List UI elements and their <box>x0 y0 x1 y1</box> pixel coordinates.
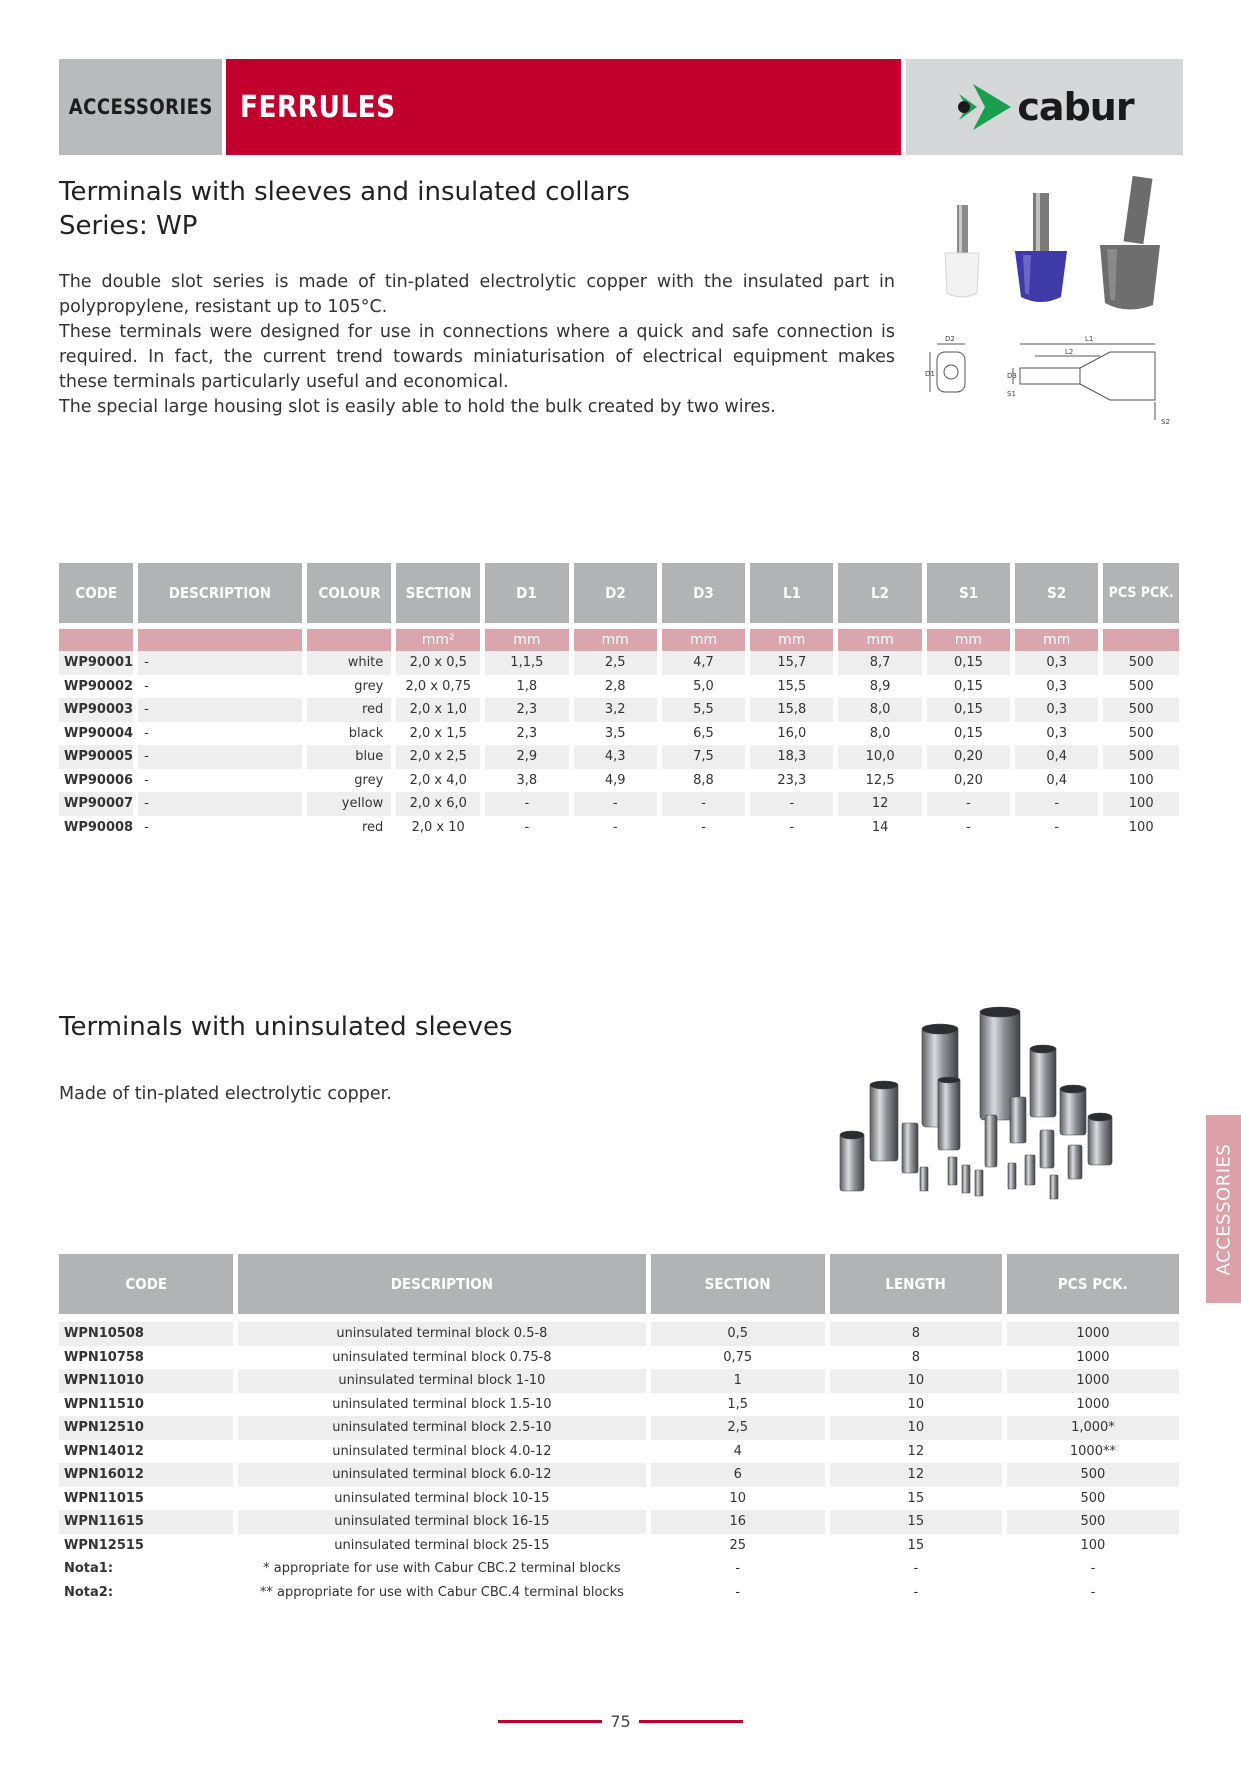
table-cell: 3,5 <box>604 725 626 741</box>
table-row <box>59 698 1179 722</box>
product-code: WP90006 <box>64 772 134 788</box>
table-cell: 4,9 <box>604 772 626 788</box>
table-header-row <box>59 563 1179 623</box>
table-cell: 0,3 <box>1015 651 1098 675</box>
col-header: D1 <box>485 563 568 623</box>
table-cell: uninsulated terminal block 10-15 <box>334 1490 550 1506</box>
product-code: WPN11015 <box>64 1490 144 1506</box>
product-code: WPN12515 <box>64 1537 144 1553</box>
product-code: WPN11615 <box>59 1510 233 1534</box>
table-row <box>59 1463 1179 1487</box>
table-row <box>59 1557 1179 1581</box>
table-cell: 10 <box>830 1416 1002 1440</box>
col-header: CODE <box>59 1254 233 1314</box>
table-cell: 0,3 <box>1046 678 1068 694</box>
label-d1: D1 <box>925 370 935 378</box>
table-cell: 5,5 <box>662 698 745 722</box>
col-header: SECTION <box>396 563 480 623</box>
table-cell: 8 <box>830 1322 1002 1346</box>
product-code: Nota1: <box>64 1561 114 1577</box>
table-row <box>59 1440 1179 1464</box>
table-cell: red <box>307 698 391 722</box>
table-cell: 0,15 <box>953 678 983 694</box>
table-cell: uninsulated terminal block 1.5-10 <box>332 1396 552 1412</box>
table-cell: 0,4 <box>1046 772 1068 788</box>
table-cell: - <box>1090 1561 1096 1577</box>
table-cell: 15 <box>830 1510 1002 1534</box>
table-cell: 2,0 x 6,0 <box>396 792 480 816</box>
table-cell: - <box>138 651 302 675</box>
uninsulated-sleeves-table <box>54 1254 1184 1604</box>
unit-cell: mm <box>1015 629 1098 651</box>
table-cell: 10 <box>729 1490 746 1506</box>
table-cell: 500 <box>1128 678 1154 694</box>
table-cell: 0,15 <box>953 725 983 741</box>
table-cell: 2,0 x 1,5 <box>409 725 467 741</box>
table-cell: 100 <box>1103 792 1179 816</box>
table-cell: 2,0 x 0,5 <box>396 651 480 675</box>
description-paragraph: The double slot series is made of tin-plated electrolytic copper with the insulated part in polypropylene, resistant up to 105°C. <box>59 272 895 317</box>
ferrule-photo <box>915 175 1185 325</box>
table-cell: 2,0 x 4,0 <box>409 772 467 788</box>
table-cell: 7,5 <box>662 745 745 769</box>
table-cell: 1000 <box>1007 1369 1179 1393</box>
blue-ferrule-image <box>1015 193 1067 302</box>
header-title <box>226 59 901 155</box>
unit-cell: mm <box>838 629 921 651</box>
table-cell: 2,0 x 0,75 <box>405 678 472 694</box>
side-tab-accessories <box>1206 1115 1241 1303</box>
table-row <box>59 1322 1179 1346</box>
table-cell: grey <box>354 772 384 788</box>
table-cell: 15,5 <box>777 678 807 694</box>
table-cell: 6,5 <box>693 725 714 741</box>
table-cell: 1000** <box>1069 1443 1116 1459</box>
table-cell: 500 <box>1103 698 1179 722</box>
unit-cell: mm <box>750 629 833 651</box>
table-cell: 0,20 <box>927 745 1010 769</box>
table-row <box>59 1581 1179 1605</box>
table-cell: - <box>789 819 795 835</box>
table-cell: 0,3 <box>1015 698 1098 722</box>
table-cell: - <box>138 792 302 816</box>
table-cell: 16,0 <box>777 725 807 741</box>
description-paragraph: These terminals were designed for use in connections where a quick and safe connection is required. In fact, the current trend towards miniaturisation of electrical equipment makes these terminals particularly useful and economical. <box>59 322 895 392</box>
table-cell: 2,0 x 10 <box>411 819 465 835</box>
table-cell: 500 <box>1128 725 1154 741</box>
table-cell: 8,8 <box>693 772 714 788</box>
table-cell: 2,9 <box>485 745 568 769</box>
table-cell: - <box>913 1584 919 1600</box>
product-code: WPN14012 <box>64 1443 144 1459</box>
table-cell: 1 <box>651 1369 825 1393</box>
table-cell: 23,3 <box>777 772 807 788</box>
table-cell: 2,3 <box>485 698 568 722</box>
table-cell: 0,75 <box>723 1349 753 1365</box>
uninsulated-ferrules-photo <box>820 1005 1140 1215</box>
wp-series-table <box>54 563 1184 839</box>
table-cell: - <box>735 1561 741 1577</box>
table-cell: 1,1,5 <box>485 651 568 675</box>
table-cell: - <box>144 772 149 788</box>
table-cell: 1,000* <box>1007 1416 1179 1440</box>
product-code: Nota2: <box>64 1584 114 1600</box>
table-cell: black <box>348 725 384 741</box>
table-cell: ** appropriate for use with Cabur CBC.4 terminal blocks <box>259 1584 624 1600</box>
product-code: WP90001 <box>59 651 133 675</box>
table-cell: uninsulated terminal block 2.5-10 <box>238 1416 646 1440</box>
table-cell: grey <box>354 678 384 694</box>
label-l2: L2 <box>1065 348 1074 356</box>
table-cell: 10 <box>830 1369 1002 1393</box>
table-cell: 15 <box>907 1490 925 1506</box>
table-row <box>59 651 1179 675</box>
table-cell: 12 <box>907 1443 925 1459</box>
product-code: WP90007 <box>59 792 133 816</box>
table-cell: 500 <box>1080 1490 1106 1506</box>
table-cell: 0,4 <box>1015 745 1098 769</box>
col-header: COLOUR <box>307 563 391 623</box>
table-cell: 500 <box>1103 651 1179 675</box>
white-ferrule-image <box>945 205 979 297</box>
ferrule-technical-drawing <box>925 330 1180 430</box>
table-cell: 1000 <box>1007 1322 1179 1346</box>
table-cell: 100 <box>1128 772 1154 788</box>
page-title: FERRULES <box>240 89 396 125</box>
table-cell: 100 <box>1128 819 1154 835</box>
table-cell: 0,20 <box>953 772 983 788</box>
units-row <box>59 629 1179 651</box>
table-row <box>59 675 1179 699</box>
table-cell: 2,0 x 2,5 <box>396 745 480 769</box>
unit-cell: mm <box>927 629 1010 651</box>
table-cell: - <box>144 819 149 835</box>
col-header: D3 <box>662 563 745 623</box>
table-row <box>59 1346 1179 1370</box>
table-cell: 1000 <box>1076 1396 1110 1412</box>
table-row <box>59 1510 1179 1534</box>
table-cell: 8,9 <box>869 678 891 694</box>
table-row <box>59 769 1179 793</box>
table-cell: red <box>361 819 384 835</box>
description-paragraph: The special large housing slot is easily able to hold the bulk created by two wires. <box>59 397 776 417</box>
label-d3: D3 <box>1007 372 1017 380</box>
product-code: WP90003 <box>59 698 133 722</box>
table-cell: uninsulated terminal block 1-10 <box>238 1369 646 1393</box>
table-cell: 8,7 <box>838 651 921 675</box>
table-cell: - <box>735 1584 741 1600</box>
table-cell: 8,0 <box>869 725 891 741</box>
product-code: WP90008 <box>64 819 134 835</box>
unit-cell <box>59 629 133 651</box>
table-cell: 1,8 <box>516 678 538 694</box>
table-cell: 15,8 <box>750 698 833 722</box>
label-s2: S2 <box>1161 418 1170 426</box>
table-cell: 10 <box>907 1396 925 1412</box>
table-cell: 2,3 <box>516 725 538 741</box>
table-row <box>59 1393 1179 1417</box>
product-code: WPN11010 <box>59 1369 233 1393</box>
table-cell: 1000 <box>1076 1349 1110 1365</box>
table-cell: 8 <box>911 1349 920 1365</box>
section1-title-line1: Terminals with sleeves and insulated collars <box>59 177 630 207</box>
table-cell: 15 <box>907 1537 925 1553</box>
table-row <box>59 816 1179 840</box>
table-cell: 3,8 <box>516 772 538 788</box>
logo-wordmark: cabur <box>1017 85 1134 129</box>
page-number: 75 <box>610 1712 631 1731</box>
table-cell: white <box>307 651 391 675</box>
table-cell: - <box>144 678 149 694</box>
table-cell: - <box>913 1561 919 1577</box>
table-cell: 16 <box>651 1510 825 1534</box>
product-code: WPN10758 <box>64 1349 144 1365</box>
table-cell: 10,0 <box>838 745 921 769</box>
section2-description: Made of tin-plated electrolytic copper. <box>59 1084 392 1104</box>
table-cell: 0,15 <box>927 651 1010 675</box>
table-cell: blue <box>307 745 391 769</box>
section1-title <box>59 175 630 243</box>
table-cell: 0,15 <box>927 698 1010 722</box>
product-code: WPN11510 <box>64 1396 144 1412</box>
page-footer <box>0 1712 1241 1731</box>
col-header: PCS PCK. <box>1007 1254 1179 1314</box>
table-cell: 2,5 <box>651 1416 825 1440</box>
table-cell: * appropriate for use with Cabur CBC.2 terminal blocks <box>263 1561 621 1577</box>
table-cell: - <box>1054 819 1060 835</box>
table-cell: - <box>1015 792 1098 816</box>
table-cell: 4,7 <box>662 651 745 675</box>
product-code: WP90002 <box>64 678 134 694</box>
table-cell: 500 <box>1007 1510 1179 1534</box>
table-cell: - <box>138 698 302 722</box>
table-cell: 0,3 <box>1046 725 1068 741</box>
unit-cell: mm <box>485 629 568 651</box>
grey-ferrule-image <box>1100 176 1160 310</box>
section1-description <box>59 270 895 420</box>
brand-logo <box>906 59 1183 155</box>
table-row <box>59 1369 1179 1393</box>
table-cell: 500 <box>1007 1463 1179 1487</box>
header-category <box>59 59 222 155</box>
unit-cell <box>307 629 391 651</box>
table-row <box>59 1534 1179 1558</box>
cabur-logo-icon <box>955 84 1011 130</box>
table-cell: 12 <box>838 792 921 816</box>
header-category-label: ACCESSORIES <box>68 95 213 119</box>
col-header: D2 <box>574 563 657 623</box>
col-header: CODE <box>59 563 133 623</box>
table-cell: 14 <box>871 819 889 835</box>
table-cell: uninsulated terminal block 16-15 <box>238 1510 646 1534</box>
product-code: WPN10508 <box>59 1322 233 1346</box>
unit-cell: mm² <box>396 629 480 651</box>
footer-line-right <box>639 1720 743 1723</box>
col-header: S1 <box>927 563 1010 623</box>
table-row <box>59 722 1179 746</box>
table-header-row <box>59 1254 1179 1314</box>
table-cell: 12,5 <box>865 772 895 788</box>
table-cell: - <box>524 819 530 835</box>
table-cell: - <box>574 792 657 816</box>
col-header: SECTION <box>651 1254 825 1314</box>
table-cell: - <box>1090 1584 1096 1600</box>
col-header: DESCRIPTION <box>238 1254 646 1314</box>
col-header: L1 <box>750 563 833 623</box>
table-cell: uninsulated terminal block 25-15 <box>334 1537 550 1553</box>
table-cell: - <box>485 792 568 816</box>
table-cell: - <box>927 792 1010 816</box>
table-cell: 12 <box>830 1463 1002 1487</box>
table-cell: 2,8 <box>604 678 626 694</box>
col-header: DESCRIPTION <box>138 563 302 623</box>
table-cell: - <box>701 819 706 835</box>
table-cell: 500 <box>1103 745 1179 769</box>
table-cell: 6 <box>651 1463 825 1487</box>
table-cell: uninsulated terminal block 4.0-12 <box>332 1443 552 1459</box>
table-cell: 2,5 <box>574 651 657 675</box>
metal-sleeve-group <box>840 1007 1112 1199</box>
col-header: LENGTH <box>830 1254 1002 1314</box>
table-row <box>59 1487 1179 1511</box>
table-cell: 4,3 <box>574 745 657 769</box>
table-row <box>59 1416 1179 1440</box>
col-header: PCS PCK. <box>1103 563 1179 623</box>
col-header: L2 <box>838 563 921 623</box>
product-code: WPN16012 <box>59 1463 233 1487</box>
label-d2: D2 <box>945 335 955 343</box>
table-cell: - <box>966 819 971 835</box>
label-l1: L1 <box>1085 335 1094 343</box>
product-code: WPN12510 <box>59 1416 233 1440</box>
section1-title-line2: Series: WP <box>59 211 198 241</box>
table-cell: - <box>750 792 833 816</box>
table-cell: 3,2 <box>574 698 657 722</box>
table-cell: - <box>144 725 149 741</box>
table-cell: 4 <box>733 1443 742 1459</box>
table-cell: 15,7 <box>750 651 833 675</box>
label-s1: S1 <box>1007 390 1016 398</box>
table-cell: 100 <box>1080 1537 1106 1553</box>
col-header: S2 <box>1015 563 1098 623</box>
table-cell: - <box>662 792 745 816</box>
table-row <box>59 792 1179 816</box>
section2-title: Terminals with uninsulated sleeves <box>59 1012 513 1042</box>
table-cell: uninsulated terminal block 6.0-12 <box>238 1463 646 1487</box>
table-cell: uninsulated terminal block 0.75-8 <box>332 1349 552 1365</box>
table-cell: - <box>612 819 618 835</box>
table-cell: - <box>138 745 302 769</box>
unit-cell: mm <box>662 629 745 651</box>
table-cell: 8,0 <box>838 698 921 722</box>
table-cell: 18,3 <box>750 745 833 769</box>
table-cell: 1,5 <box>727 1396 749 1412</box>
side-tab-label: ACCESSORIES <box>1213 1143 1235 1275</box>
table-row <box>59 745 1179 769</box>
footer-line-left <box>498 1720 602 1723</box>
table-cell: yellow <box>307 792 391 816</box>
table-cell: 2,0 x 1,0 <box>396 698 480 722</box>
product-code: WP90004 <box>64 725 134 741</box>
table-cell: 25 <box>729 1537 746 1553</box>
unit-cell <box>138 629 302 651</box>
table-cell: uninsulated terminal block 0.5-8 <box>238 1322 646 1346</box>
product-code: WP90005 <box>59 745 133 769</box>
table-cell: 5,0 <box>693 678 714 694</box>
table-cell: 0,5 <box>651 1322 825 1346</box>
unit-cell <box>1103 629 1179 651</box>
unit-cell: mm <box>574 629 657 651</box>
